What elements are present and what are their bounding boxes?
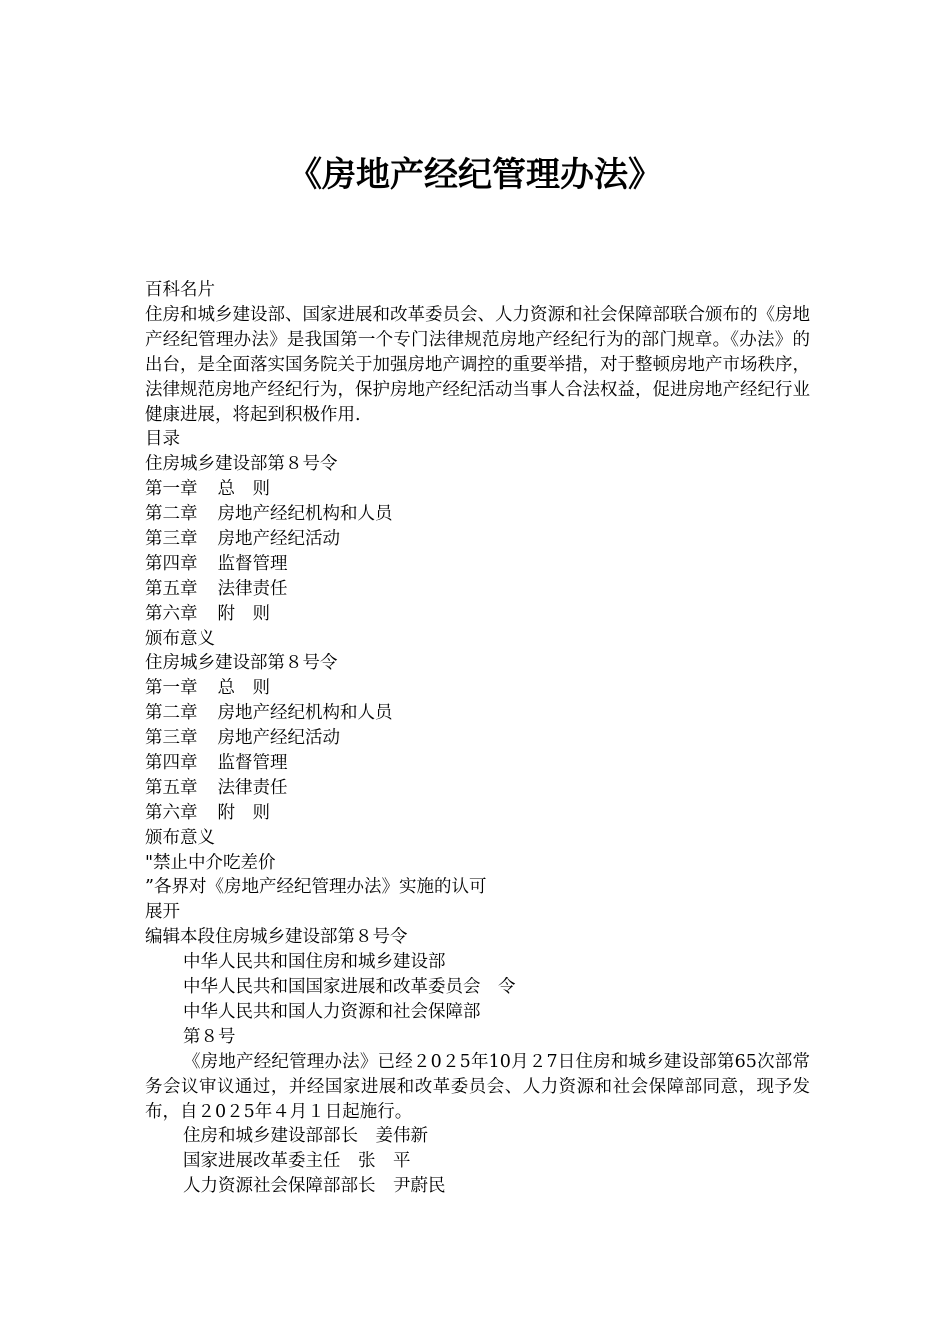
signer-line: 人力资源社会保障部部长 尹蔚民 [183,1176,446,1197]
toc-item-chapter: 颁布意义 [145,827,215,848]
toc-list-second [145,651,810,850]
toc-list-first [145,452,810,651]
toc-item-chapter: 第二章 [145,504,198,525]
signer-line: 住房和城乡建设部部长 姜伟新 [183,1126,428,1147]
toc-item-title: 房地产经纪机构和人员 [217,504,393,525]
issuer-line: 中华人民共和国人力资源和社会保障部 [183,1001,481,1022]
baike-heading: 百科名片 [145,280,215,300]
toc-item-chapter: 颁布意义 [145,628,215,649]
toc-item[interactable] [145,627,810,652]
signer-line: 国家进展改革委主任 张 平 [183,1151,411,1172]
toc-item[interactable] [145,801,810,826]
order-number: 第８号 [183,1026,236,1047]
edit-section-heading[interactable]: 编辑本段住房城乡建设部第８号令 [145,927,408,948]
toc-item-chapter: 第四章 [145,753,198,773]
toc-item[interactable] [145,602,810,627]
toc-item[interactable] [145,552,810,577]
toc-item[interactable] [145,452,810,477]
intro-paragraph: 住房和城乡建设部、国家进展和改革委员会、人力资源和社会保障部联合颁布的《房地产经纪管理办法》是我国第一个专门法律规范房地产经纪行为的部门规章。《办法》的出台，是全面落实国务院关于加强房地产调控的重要举措，对于整顿房地产市场秩序，法律规范房地产经纪行为，保护房地产经纪活动当事人合法权益，促进房地产经纪行业健康进展，将起到积极作用. [145,304,810,425]
toc-item-title: 附 则 [217,603,270,624]
toc-item-chapter: 第五章 [145,578,198,599]
toc-extra-line[interactable]: ”各界对《房地产经纪管理办法》实施的认可 [145,877,487,898]
toc-item-chapter: 第二章 [145,703,198,724]
toc-item-chapter: 第一章 [145,678,198,699]
toc-item-title: 监督管理 [217,753,288,773]
toc-item-chapter: 住房城乡建设部第８号令 [145,653,338,674]
toc-item[interactable] [145,726,810,751]
expand-link[interactable]: 展开 [145,902,180,923]
toc-item-chapter: 第一章 [145,479,198,500]
toc-item-chapter: 第五章 [145,777,198,798]
decree-paragraph: 《房地产经纪管理办法》已经２0２5年10月２7日住房和城乡建设部第65次部常务会议审议通过，并经国家进展和改革委员会、人力资源和社会保障部同意，现予发布，自２0２5年４月１日起施行。 [145,1051,810,1122]
document-body [145,278,810,1199]
issuer-line: 中华人民共和国住房和城乡建设部 [183,952,446,973]
toc-item-title: 房地产经纪活动 [217,528,340,549]
toc-item[interactable] [145,577,810,602]
toc-item-chapter: 第三章 [145,728,198,749]
toc-item-title: 房地产经纪机构和人员 [217,703,393,724]
toc-item[interactable] [145,502,810,527]
toc-item-title: 监督管理 [217,553,288,574]
toc-item-title: 总 则 [217,678,270,699]
toc-item-title: 总 则 [217,479,270,500]
toc-item[interactable] [145,676,810,701]
document-title: 《房地产经纪管理办法》 [288,155,662,195]
toc-item-chapter: 第三章 [145,528,198,549]
toc-item-chapter: 住房城乡建设部第８号令 [145,454,338,475]
toc-item-title: 附 则 [217,802,270,823]
toc-item-chapter: 第四章 [145,553,198,574]
toc-item[interactable] [145,651,810,676]
toc-item[interactable] [145,477,810,502]
toc-item-title: 法律责任 [217,777,288,798]
toc-item[interactable] [145,776,810,801]
toc-item-chapter: 第六章 [145,802,198,823]
toc-extra-line[interactable]: "禁止中介吃差价 [145,852,276,873]
toc-item[interactable] [145,826,810,851]
toc-item[interactable] [145,701,810,726]
toc-item-title: 法律责任 [217,578,288,599]
toc-item-chapter: 第六章 [145,603,198,624]
toc-item[interactable] [145,527,810,552]
toc-item[interactable] [145,751,810,776]
issuer-line: 中华人民共和国国家进展和改革委员会 令 [183,977,516,998]
toc-heading: 目录 [145,429,180,450]
toc-item-title: 房地产经纪活动 [217,728,340,749]
